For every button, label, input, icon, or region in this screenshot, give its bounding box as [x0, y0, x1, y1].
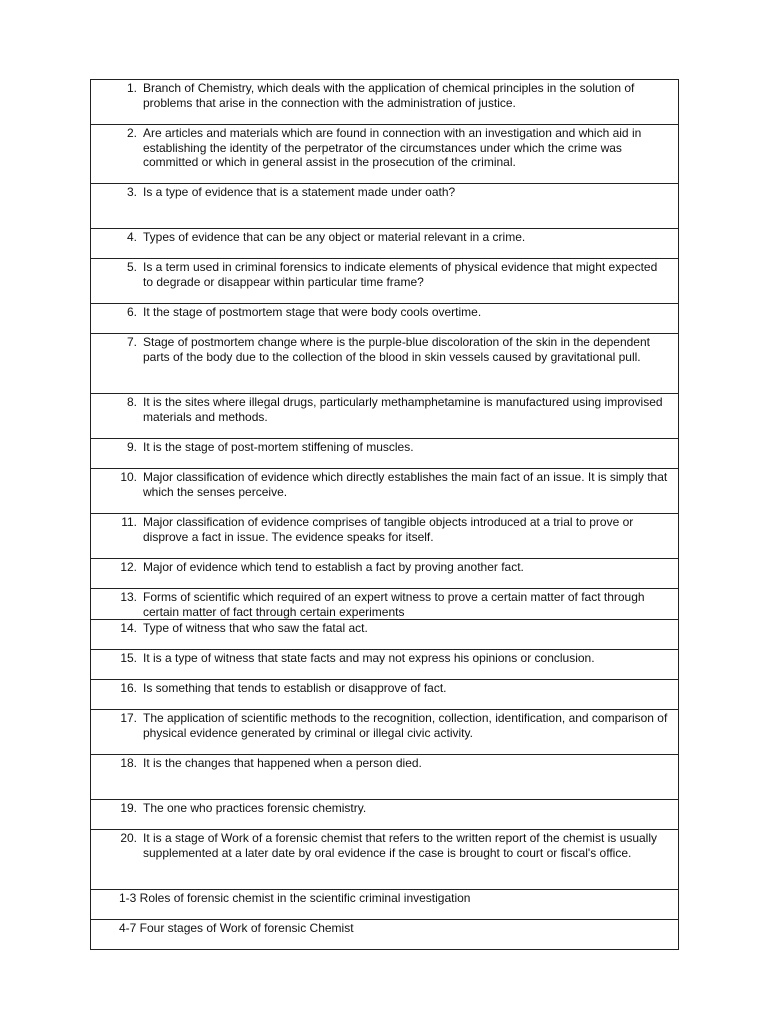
- question-number: 5.: [126, 260, 137, 274]
- question-row-20: [91, 830, 679, 890]
- question-row-14: [91, 620, 679, 650]
- question-row-6: [91, 304, 679, 334]
- section-text: 1-3 Roles of forensic chemist in the scientific criminal investigation: [119, 891, 471, 906]
- question-text: The application of scientific methods to the recognition, collection, identification, and comparison of physical evidence generated by criminal or illegal civic activity.: [143, 711, 668, 740]
- question-number: 6.: [126, 305, 137, 319]
- question-table: [90, 79, 679, 950]
- question-row-15: [91, 650, 679, 680]
- question-text: Forms of scientific which required of an expert witness to prove a certain matter of fact through certain matter of fact through certain experiments: [143, 590, 645, 619]
- question-row-11: [91, 514, 679, 559]
- question-text: Is something that tends to establish or disapprove of fact.: [143, 681, 447, 696]
- question-row-12: [91, 559, 679, 589]
- question-row-2: [91, 125, 679, 184]
- question-number: 15.: [120, 651, 137, 666]
- question-text: Stage of postmortem change where is the purple-blue discoloration of the skin in the dependent parts of the body due to the collection of the blood in skin vessels caused by gravitational pull.: [143, 335, 650, 364]
- question-row-17: [91, 710, 679, 755]
- question-text: It the stage of postmortem stage that were body cools overtime.: [143, 305, 482, 319]
- question-number: 9.: [126, 440, 137, 454]
- question-row-4: [91, 229, 679, 259]
- question-number: 20.: [120, 831, 137, 846]
- question-text: Types of evidence that can be any object or material relevant in a crime.: [143, 230, 526, 244]
- question-number: 16.: [120, 681, 137, 696]
- question-number: 13.: [120, 590, 137, 604]
- question-text: The one who practices forensic chemistry.: [143, 801, 367, 816]
- question-row-18: [91, 755, 679, 800]
- question-text: Major of evidence which tend to establish a fact by proving another fact.: [143, 560, 524, 574]
- question-text: It is a stage of Work of a forensic chemist that refers to the written report of the chemist is usually supplemented at a later date by oral evidence if the case is brought to court or fiscal's office.: [143, 831, 657, 860]
- question-row-16: [91, 680, 679, 710]
- question-text: Are articles and materials which are found in connection with an investigation and which aid in establishing the identity of the perpetrator of the circumstances under which the crime was committed or which in general assist in the prosecution of the criminal.: [143, 126, 642, 170]
- question-row-10: [91, 469, 679, 514]
- question-number: 14.: [120, 621, 137, 636]
- question-text: It is a type of witness that state facts and may not express his opinions or conclusion.: [143, 651, 595, 666]
- question-number: 12.: [120, 560, 137, 574]
- question-number: 17.: [120, 711, 137, 726]
- question-number: 7.: [126, 335, 137, 349]
- question-number: 3.: [126, 185, 137, 199]
- question-text: It is the changes that happened when a person died.: [143, 756, 422, 771]
- question-row-7: [91, 334, 679, 394]
- question-number: 11.: [121, 515, 137, 529]
- question-number: 10.: [120, 470, 137, 484]
- question-row-5: [91, 259, 679, 304]
- question-text: Type of witness that who saw the fatal act.: [143, 621, 368, 636]
- question-text: It is the stage of post-mortem stiffening of muscles.: [143, 440, 414, 454]
- question-text: Major classification of evidence comprises of tangible objects introduced at a trial to prove or disprove a fact in issue. The evidence speaks for itself.: [143, 515, 634, 544]
- question-number: 19.: [120, 801, 137, 816]
- section-row-stages: [91, 920, 679, 950]
- question-row-8: [91, 394, 679, 439]
- question-number: 8.: [126, 395, 137, 409]
- question-text: Major classification of evidence which directly establishes the main fact of an issue. It is simply that which the senses perceive.: [143, 470, 668, 499]
- question-row-9: [91, 439, 679, 469]
- question-text: Branch of Chemistry, which deals with the application of chemical principles in the solution of problems that arise in the connection with the administration of justice.: [143, 81, 635, 110]
- question-row-13: [91, 589, 679, 620]
- question-number: 1.: [126, 81, 137, 95]
- section-text: 4-7 Four stages of Work of forensic Chemist: [119, 921, 354, 936]
- question-row-19: [91, 800, 679, 830]
- question-number: 18.: [120, 756, 137, 771]
- question-row-1: [91, 80, 679, 125]
- question-row-3: [91, 184, 679, 229]
- question-text: Is a term used in criminal forensics to indicate elements of physical evidence that might expected to degrade or disappear within particular time frame?: [143, 260, 658, 289]
- question-number: 2.: [126, 126, 137, 140]
- question-number: 4.: [126, 230, 137, 244]
- question-text: It is the sites where illegal drugs, particularly methamphetamine is manufactured using improvised materials and methods.: [143, 395, 663, 424]
- question-text: Is a type of evidence that is a statement made under oath?: [143, 185, 456, 199]
- section-row-roles: [91, 890, 679, 920]
